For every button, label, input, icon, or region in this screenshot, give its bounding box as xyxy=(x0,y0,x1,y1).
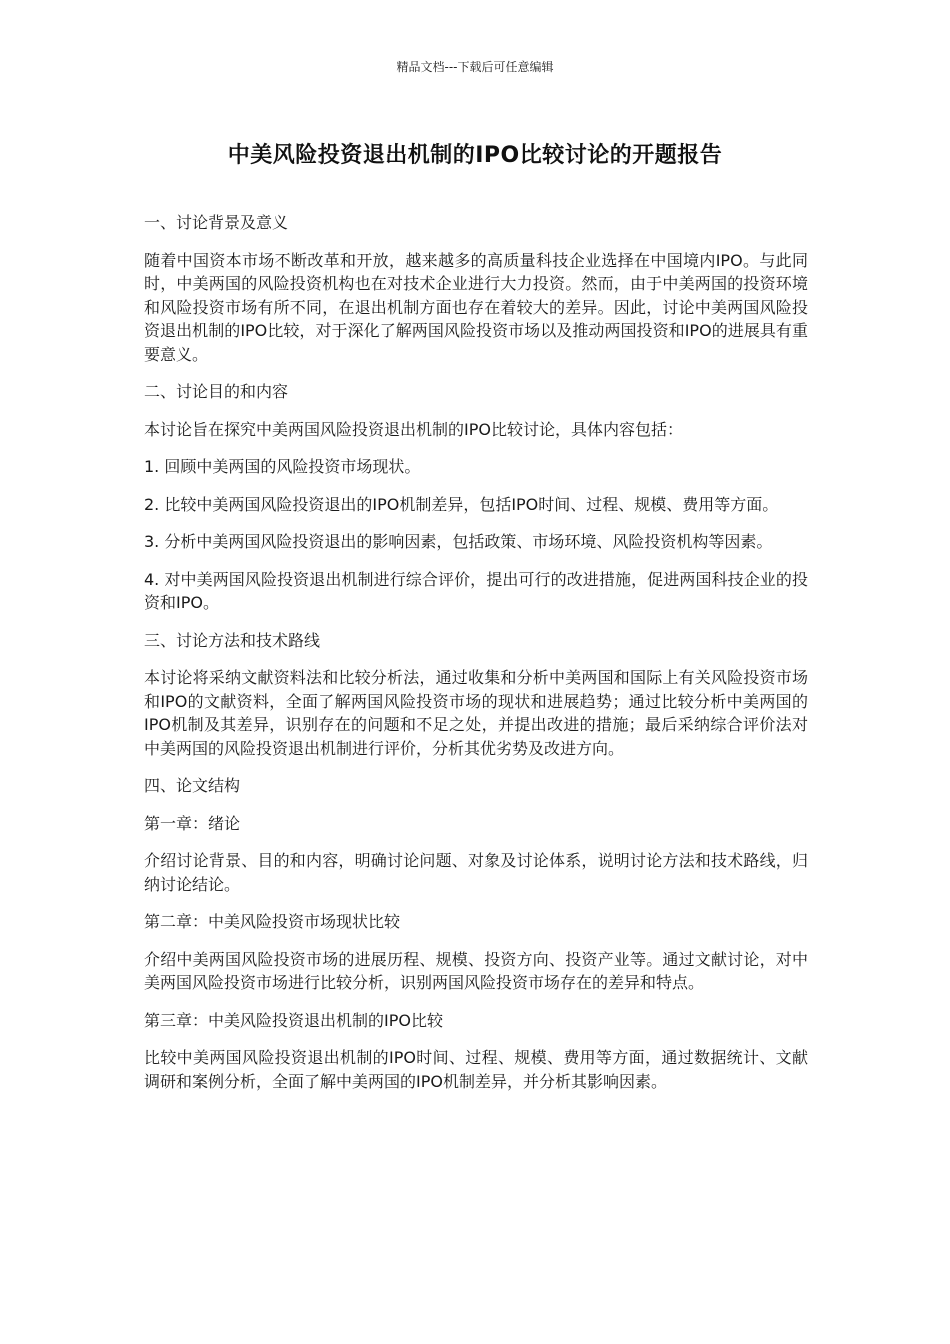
paragraph-chapter-2: 介绍中美两国风险投资市场的进展历程、规模、投资方向、投资产业等。通过文献讨论，对中美两国风险投资市场进行比较分析，识别两国风险投资市场存在的差异和特点。 xyxy=(144,949,808,992)
paragraph-background: 随着中国资本市场不断改革和开放，越来越多的高质量科技企业选择在中国境内IPO。与此同时，中美两国的风险投资机构也在对技术企业进行大力投资。然而，由于中美两国的投资环境和风险投资市场有所不同，在退出机制方面也存在着较大的差异。因此，讨论中美两国风险投资退出机制的IPO比较，对于深化了解两国风险投资市场以及推动两国投资和IPO的进展具有重要意义。 xyxy=(144,250,808,364)
list-item-2: 2. 比较中美两国风险投资退出的IPO机制差异，包括IPO时间、过程、规模、费用等方面。 xyxy=(144,494,779,514)
section-heading-methods: 三、讨论方法和技术路线 xyxy=(144,630,321,650)
section-heading-background: 一、讨论背景及意义 xyxy=(144,213,289,232)
chapter-heading-1: 第一章：绪论 xyxy=(144,813,241,833)
list-item-4: 4. 对中美两国风险投资退出机制进行综合评价，提出可行的改进措施，促进两国科技企业的投资和IPO。 xyxy=(144,569,808,612)
list-item-3: 3. 分析中美两国风险投资退出的影响因素，包括政策、市场环境、风险投资机构等因素。 xyxy=(144,532,773,551)
chapter-heading-2: 第二章：中美风险投资市场现状比较 xyxy=(144,912,401,931)
header-note: 精品文档---下载后可任意编辑 xyxy=(396,60,554,74)
paragraph-purpose-intro: 本讨论旨在探究中美两国风险投资退出机制的IPO比较讨论，具体内容包括： xyxy=(144,419,683,439)
paragraph-chapter-3: 比较中美两国风险投资退出机制的IPO时间、过程、规模、费用等方面，通过数据统计、文献调研和案例分析，全面了解中美两国的IPO机制差异，并分析其影响因素。 xyxy=(144,1048,808,1091)
list-item-1: 1. 回顾中美两国的风险投资市场现状。 xyxy=(144,457,421,476)
chapter-heading-3: 第三章：中美风险投资退出机制的IPO比较 xyxy=(144,1010,443,1030)
document-title: 中美风险投资退出机制的IPO比较讨论的开题报告 xyxy=(227,143,723,168)
section-heading-structure: 四、论文结构 xyxy=(144,776,241,795)
document-body xyxy=(144,211,808,1107)
paragraph-chapter-1: 介绍讨论背景、目的和内容，明确讨论问题、对象及讨论体系，说明讨论方法和技术路线，归纳讨论结论。 xyxy=(144,851,808,894)
section-heading-purpose: 二、讨论目的和内容 xyxy=(144,382,289,401)
paragraph-methods: 本讨论将采纳文献资料法和比较分析法，通过收集和分析中美两国和国际上有关风险投资市场和IPO的文献资料，全面了解两国风险投资市场的现状和进展趋势；通过比较分析中美两国的IPO机制及其差异，识别存在的问题和不足之处，并提出改进的措施；最后采纳综合评价法对中美两国的风险投资退出机制进行评价，分析其优劣势及改进方向。 xyxy=(144,668,808,758)
